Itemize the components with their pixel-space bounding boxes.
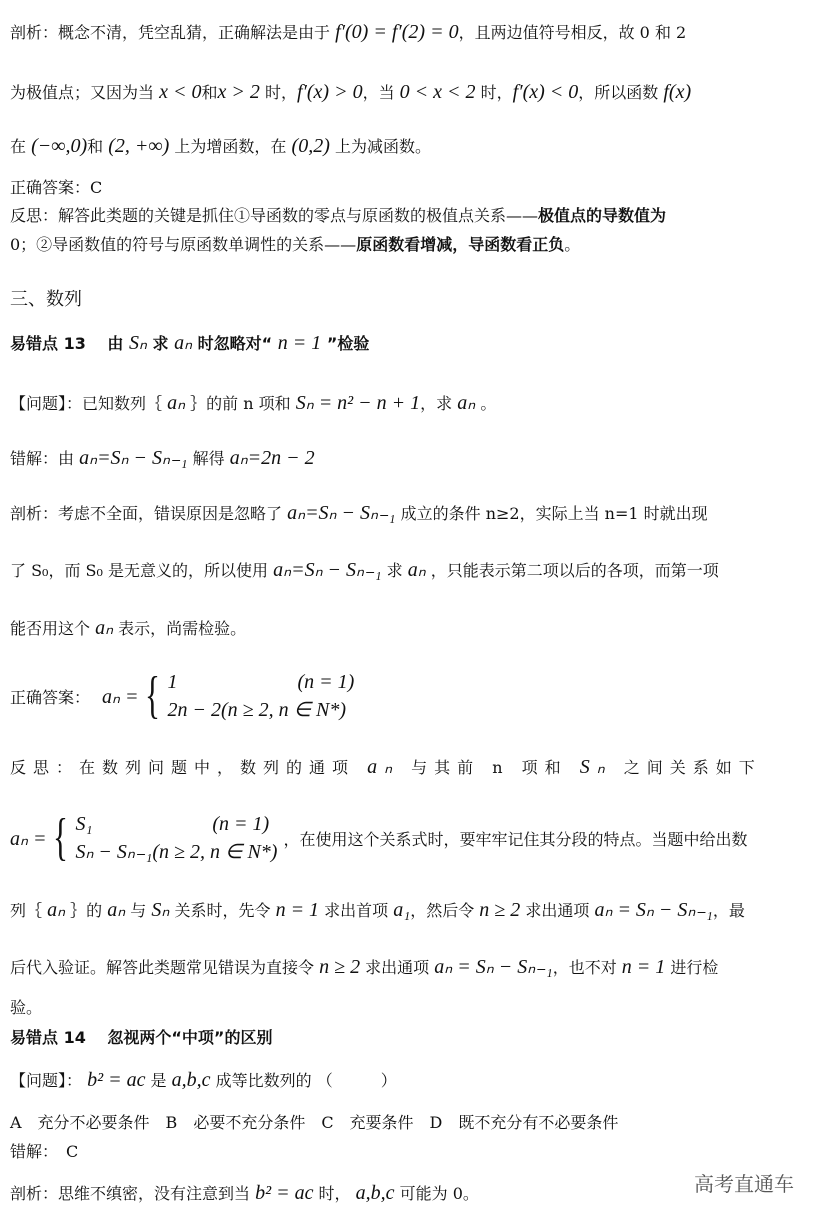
body-text: 能否用这个 bbox=[10, 619, 96, 638]
math-expression: x < 0 bbox=[159, 81, 202, 103]
body-text: 反思：在数列问题中，数列的通项 bbox=[10, 758, 368, 777]
text-line bbox=[10, 1111, 618, 1135]
text-line bbox=[10, 755, 762, 780]
body-text: 解得 bbox=[187, 449, 230, 468]
body-text: 求出通项 bbox=[360, 958, 435, 977]
text-line bbox=[10, 176, 102, 200]
body-text: ｝的 bbox=[65, 901, 108, 920]
math-expression: aₙ=Sₙ − Sₙ₋₁ bbox=[273, 559, 382, 581]
text-line bbox=[10, 391, 496, 416]
text-line bbox=[10, 446, 315, 471]
math-expression: f′(x) < 0 bbox=[512, 81, 579, 103]
body-text: 反思：解答此类题的关键是抓住①导函数的零点与原函数的极值点关系—— bbox=[10, 206, 539, 225]
math-expression: n ≥ 2 bbox=[319, 956, 361, 978]
emphasis-text: 时忽略对“ bbox=[192, 334, 278, 353]
body-text: 求出通项 bbox=[520, 901, 595, 920]
body-text: 关系时，先令 bbox=[169, 901, 276, 920]
body-text: 后代入验证。解答此类题常见错误为直接令 bbox=[10, 958, 320, 977]
math-expression: b² = ac bbox=[255, 1182, 314, 1204]
body-text: 验。 bbox=[10, 998, 43, 1017]
math-expression: aₙ bbox=[167, 392, 186, 414]
math-expression: a₁ bbox=[393, 899, 411, 921]
text-line bbox=[10, 1140, 78, 1164]
text-line bbox=[10, 288, 82, 312]
body-text: ，所以函数 bbox=[578, 83, 664, 102]
body-text: 成立的条件 n≥2，实际上当 n=1 时就出现 bbox=[395, 504, 708, 523]
body-text: ，求 bbox=[420, 394, 458, 413]
body-text: 时， bbox=[313, 1184, 356, 1203]
body-text: 与 bbox=[125, 901, 152, 920]
emphasis-text: 易错点 13 由 bbox=[10, 334, 129, 353]
text-line bbox=[10, 331, 369, 356]
body-text: 和 bbox=[201, 83, 218, 102]
math-expression: (2, +∞) bbox=[108, 135, 170, 157]
math-expression: (−∞,0) bbox=[31, 135, 88, 157]
watermark-logo: 高考直通车 bbox=[694, 1172, 794, 1196]
math-expression: n = 1 bbox=[621, 956, 666, 978]
text-line bbox=[10, 898, 745, 923]
formula-tail-text: ，在使用这个关系式时，要牢牢记住其分段的特点。当题中给出数 bbox=[283, 829, 748, 849]
math-expression: 0 < x < 2 bbox=[399, 81, 476, 103]
math-expression: n = 1 bbox=[277, 332, 322, 354]
emphasis-text: 易错点 14 忽视两个“中项”的区别 bbox=[10, 1028, 273, 1047]
math-expression: a,b,c bbox=[171, 1069, 211, 1091]
math-expression: aₙ=Sₙ − Sₙ₋₁ bbox=[287, 502, 396, 524]
math-expression: Sₙ bbox=[151, 899, 170, 921]
text-line bbox=[10, 134, 431, 159]
emphasis-text: 极值点的导数值为 bbox=[538, 206, 667, 225]
text-line bbox=[10, 80, 691, 105]
body-text: 正确答案：C bbox=[10, 178, 103, 197]
body-text: ，且两边值符号相反，故 0 和 2 bbox=[458, 23, 687, 42]
math-expression: Sₙ bbox=[579, 756, 612, 778]
math-expression: Sₙ = n² − n + 1 bbox=[295, 392, 421, 414]
math-expression: aₙ=Sₙ − Sₙ₋₁ bbox=[79, 447, 188, 469]
emphasis-text: 三、数列 bbox=[10, 289, 82, 310]
body-text: 成等比数列的 （ ） bbox=[210, 1071, 397, 1090]
body-text: 之间关系如下 bbox=[611, 758, 762, 777]
body-text: A 充分不必要条件 B 必要不充分条件 C 充要条件 D 既不充分有不必要条件 bbox=[10, 1113, 619, 1132]
case-row: S₁ (n = 1) bbox=[75, 813, 270, 835]
body-text: 剖析：思维不缜密，没有注意到当 bbox=[10, 1184, 256, 1203]
text-line bbox=[10, 20, 686, 45]
math-expression: aₙ bbox=[407, 559, 426, 581]
math-expression: aₙ bbox=[107, 899, 126, 921]
math-expression: Sₙ bbox=[128, 332, 147, 354]
case-row: 2n − 2(n ≥ 2, n ∈ N*) bbox=[167, 699, 347, 721]
math-expression: n ≥ 2 bbox=[479, 899, 521, 921]
emphasis-text: 求 bbox=[146, 334, 175, 353]
brace-icon: { bbox=[53, 809, 69, 866]
case-row: Sₙ − Sₙ₋₁(n ≥ 2, n ∈ N*) bbox=[75, 841, 278, 863]
body-text: 【问题】： bbox=[10, 1071, 88, 1090]
body-text: 上为减函数。 bbox=[329, 137, 431, 156]
math-expression: (0,2) bbox=[291, 135, 330, 157]
math-expression: aₙ bbox=[47, 899, 66, 921]
body-text: ，也不对 bbox=[552, 958, 622, 977]
text-line bbox=[10, 996, 42, 1020]
text-line bbox=[10, 501, 708, 526]
text-line bbox=[10, 204, 666, 228]
correct-answer-label: 正确答案： bbox=[10, 687, 91, 707]
math-expression: aₙ bbox=[95, 617, 114, 639]
body-text: ，然后令 bbox=[410, 901, 480, 920]
formula-lhs: aₙ = bbox=[10, 827, 47, 850]
body-text: 剖析：概念不清，凭空乱猜，正确解法是由于 bbox=[10, 23, 336, 42]
body-text: 了 S₀，而 S₀ 是无意义的，所以使用 bbox=[10, 561, 274, 580]
math-expression: aₙ bbox=[457, 392, 476, 414]
math-expression: n = 1 bbox=[275, 899, 320, 921]
body-text: 和 bbox=[87, 137, 109, 156]
body-text: 错解： C bbox=[10, 1142, 79, 1161]
relation-piecewise bbox=[10, 810, 747, 866]
body-text: 表示，尚需检验。 bbox=[113, 619, 247, 638]
body-text: 0；②导函数值的符号与原函数单调性的关系—— bbox=[10, 235, 357, 254]
body-text: ，当 bbox=[362, 83, 400, 102]
body-text: 进行检 bbox=[665, 958, 719, 977]
math-expression: aₙ = Sₙ − Sₙ₋₁ bbox=[594, 899, 713, 921]
math-expression: aₙ = Sₙ − Sₙ₋₁ bbox=[434, 956, 553, 978]
body-text: 。 bbox=[564, 235, 581, 254]
text-line bbox=[10, 955, 718, 980]
body-text: 求 bbox=[381, 561, 408, 580]
emphasis-text: 原函数看增减，导函数看正负 bbox=[356, 235, 565, 254]
body-text: 是 bbox=[145, 1071, 172, 1090]
body-text: 在 bbox=[10, 137, 32, 156]
math-expression: b² = ac bbox=[87, 1069, 146, 1091]
body-text: 剖析：考虑不全面，错误原因是忽略了 bbox=[10, 504, 288, 523]
case-row: 1 (n = 1) bbox=[167, 671, 355, 693]
body-text: 【问题】：已知数列｛ bbox=[10, 394, 168, 413]
text-line bbox=[10, 1026, 272, 1050]
brace-icon: { bbox=[145, 667, 161, 724]
text-line bbox=[10, 233, 580, 257]
body-text: 可能为 0。 bbox=[394, 1184, 479, 1203]
text-line bbox=[10, 616, 246, 641]
formula-lhs: aₙ = bbox=[102, 685, 139, 708]
math-expression: a,b,c bbox=[355, 1182, 395, 1204]
math-expression: f′(0) = f′(2) = 0 bbox=[335, 21, 459, 43]
body-text: 求出首项 bbox=[319, 901, 394, 920]
math-expression: x > 2 bbox=[217, 81, 260, 103]
emphasis-text: ”检验 bbox=[321, 334, 370, 353]
text-line bbox=[10, 1181, 479, 1206]
body-text: ｝的前 n 项和 bbox=[185, 394, 296, 413]
math-expression: aₙ bbox=[174, 332, 193, 354]
body-text: 时， bbox=[475, 83, 513, 102]
body-text: ，最 bbox=[712, 901, 745, 920]
text-line bbox=[10, 558, 719, 583]
body-text: 为极值点；又因为当 bbox=[10, 83, 160, 102]
math-expression: f(x) bbox=[663, 81, 692, 103]
correct-answer-piecewise bbox=[10, 668, 354, 724]
body-text: 。 bbox=[475, 394, 497, 413]
text-line bbox=[10, 1068, 397, 1093]
body-text: 时， bbox=[259, 83, 297, 102]
math-expression: aₙ=2n − 2 bbox=[229, 447, 315, 469]
body-text: 上为增函数，在 bbox=[169, 137, 292, 156]
math-expression: f′(x) > 0 bbox=[296, 81, 363, 103]
body-text: 错解：由 bbox=[10, 449, 80, 468]
body-text: 与其前 n 项和 bbox=[399, 758, 580, 777]
body-text: 列｛ bbox=[10, 901, 48, 920]
body-text: ，只能表示第二项以后的各项，而第一项 bbox=[425, 561, 719, 580]
math-expression: aₙ bbox=[367, 756, 400, 778]
